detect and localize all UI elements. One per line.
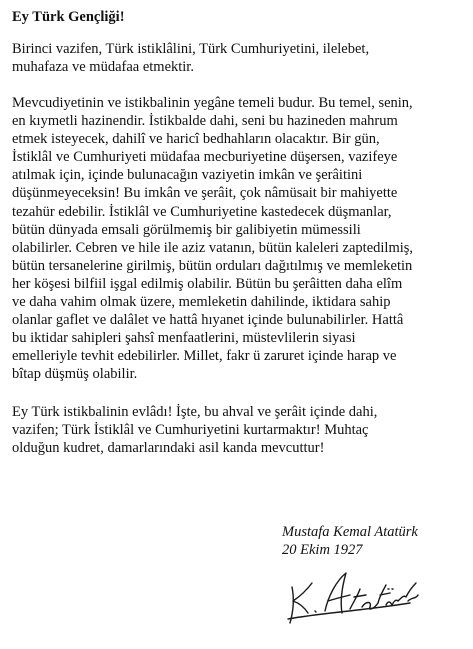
author-block xyxy=(282,523,418,559)
text-line: düşünmeyeceksin! Bu imkân ve şerâit, çok nâmüsait bir mahiyette xyxy=(12,185,398,202)
text-line: atılmak için, içinde bulunacağın vaziyetin imkân ve şerâitini xyxy=(12,167,363,184)
text-line: olabilirler. Cebren ve hile ile aziz vatanın, bütün kaleleri zaptedilmiş, xyxy=(12,239,414,256)
text-line: muhafaza ve müdafaa etmektir. xyxy=(12,59,194,76)
paragraph-1 xyxy=(12,40,464,76)
handwritten-signature xyxy=(270,557,435,632)
text-line: Mevcudiyetinin ve istikbalinin yegâne temeli budur. Bu temel, senin, xyxy=(12,95,413,111)
text-line: bütün dünyada emsali görülmemiş bir galibiyetin mümessili xyxy=(12,221,361,238)
document-date: 20 Ekim 1927 xyxy=(282,542,363,558)
text-line: etmek isteyecek, dahilî ve haricî bedhahların olacaktır. Bir gün, xyxy=(12,131,380,148)
paragraph-3 xyxy=(12,403,464,457)
text-line: olduğun kudret, damarlarındaki asil kanda mevcuttur! xyxy=(12,440,325,457)
text-line: her köşesi bilfiil işgal edilmiş olabilir. Bütün bu şerâitten daha elîm xyxy=(12,275,403,292)
text-line: olanlar gaflet ve dalâlet ve hattâ hıyanet içinde bulunabilirler. Hattâ xyxy=(12,312,404,329)
author-name: Mustafa Kemal Atatürk xyxy=(282,524,418,540)
text-line: vazifen; Türk İstiklâl ve Cumhuriyetini kurtarmaktır! Muhtaç xyxy=(12,422,369,439)
text-line: en kıymetli hazinendir. İstikbalde dahi, seni bu hazineden mahrum xyxy=(12,113,398,130)
text-line: Birinci vazifen, Türk istiklâlini, Türk Cumhuriyetini, ilelebet, xyxy=(12,41,370,57)
text-line: emelleriyle tevhit edebilirler. Millet, fakr ü zaruret içinde harap ve xyxy=(12,348,397,365)
paragraph-2 xyxy=(12,94,464,384)
text-line: ve daha vahim olmak üzere, memleketin dahilinde, iktidara sahip xyxy=(12,294,391,311)
text-line: bîtap düşmüş olabilir. xyxy=(12,366,138,383)
text-line: Ey Türk istikbalinin evlâdı! İşte, bu ahval ve şerâit içinde dahi, xyxy=(12,404,378,420)
text-line: bütün tersanelerine girilmiş, bütün orduları dağıtılmış ve memleketin xyxy=(12,257,413,274)
document-title: Ey Türk Gençliği! xyxy=(12,9,125,25)
text-line: tezahür edebilir. İstiklâl ve Cumhuriyetine kastedecek düşmanlar, xyxy=(12,203,392,220)
text-line: İstiklâl ve Cumhuriyeti müdafaa mecburiyetine düşersen, vazifeye xyxy=(12,149,398,166)
text-line: bu iktidar sahipleri şahsî menfaatlerini, müstevlilerin siyasi xyxy=(12,330,356,347)
